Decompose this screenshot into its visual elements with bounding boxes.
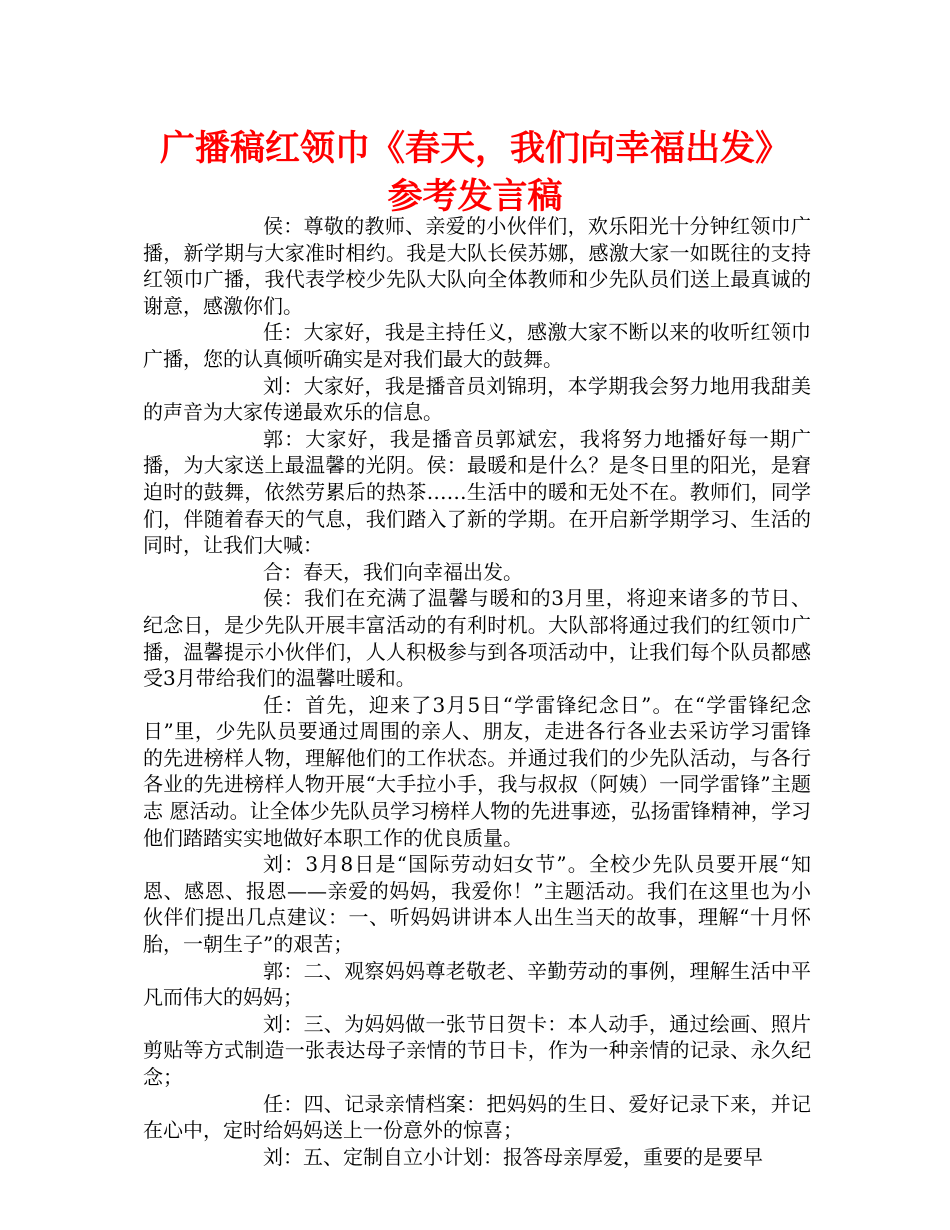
document-title-line-2: 参考发言稿 bbox=[387, 177, 563, 217]
paragraph: 任：首先，迎来了3月5日“学雷锋纪念日”。在“学雷锋纪念日”里，少先队员要通过周围的亲人、朋友，走进各行各业去采访学习雷锋的先进榜样人物，理解他们的工作状态。并通过我们的少先队活动，与各行各业的先进榜样人物开展“大手拉小手，我与叔叔（阿姨）一同学雷锋”主题志 愿活动。让全体少先队员学习榜样人物的先进事迹，弘扬雷锋精神，学习他们踏踏实实地做好本职工作的优良质量。 bbox=[143, 692, 811, 850]
paragraph: 合：春天，我们向幸福出发。 bbox=[263, 559, 523, 584]
paragraph: 刘：大家好，我是播音员刘锦玥，本学期我会努力地用我甜美的声音为大家传递最欢乐的信息。 bbox=[143, 373, 811, 425]
document-title-line-1: 广播稿红领巾《春天，我们向幸福出发》 bbox=[159, 129, 790, 169]
paragraph: 侯：尊敬的教师、亲爱的小伙伴们，欢乐阳光十分钟红领巾广播，新学期与大家准时相约。我是大队长侯苏娜，感激大家一如既往的支持红领巾广播，我代表学校少先队大队向全体教师和少先队员们送上最真诚的谢意，感激你们。 bbox=[143, 214, 811, 318]
paragraph: 郭：二、观察妈妈尊老敬老、辛勤劳动的事例，理解生活中平凡而伟大的妈妈； bbox=[143, 958, 811, 1010]
paragraph: 任：大家好，我是主持任义，感激大家不断以来的收听红领巾广播，您的认真倾听确实是对我们最大的鼓舞。 bbox=[143, 320, 811, 371]
document-body bbox=[143, 213, 811, 1170]
paragraph: 刘：五、定制自立小计划：报答母亲厚爱，重要的是要早 bbox=[263, 1144, 763, 1169]
paragraph: 刘：三、为妈妈做一张节日贺卡：本人动手，通过绘画、照片剪贴等方式制造一张表达母子亲情的节日卡，作为一种亲情的记录、永久纪念； bbox=[143, 1011, 811, 1089]
paragraph: 侯：我们在充满了温馨与暖和的3月里，将迎来诸多的节日、纪念日，是少先队开展丰富活动的有利时机。大队部将通过我们的红领巾广播，温馨提示小伙伴们，人人积极参与到各项活动中，让我们每个队员都感受3月带给我们的温馨吐暖和。 bbox=[143, 586, 811, 691]
paragraph: 任：四、记录亲情档案：把妈妈的生日、爱好记录下来，并记在心中，定时给妈妈送上一份意外的惊喜； bbox=[143, 1091, 811, 1143]
paragraph: 郭：大家好，我是播音员郭斌宏，我将努力地播好每一期广播，为大家送上最温馨的光阴。侯：最暖和是什么？是冬日里的阳光，是窘迫时的鼓舞，依然劳累后的热茶……生活中的暖和无处不在。教师们，同学们，伴随着春天的气息，我们踏入了新的学期。在开启新学期学习、生活的同时，让我们大喊： bbox=[143, 426, 811, 558]
paragraph: 刘：3月8日是“国际劳动妇女节”。全校少先队员要开展“知恩、感恩、报恩——亲爱的妈妈，我爱你！”主题活动。我们在这里也为小伙伴们提出几点建议：一、听妈妈讲讲本人出生当天的故事，理解“十月怀胎，一朝生子”的艰苦； bbox=[143, 852, 811, 957]
